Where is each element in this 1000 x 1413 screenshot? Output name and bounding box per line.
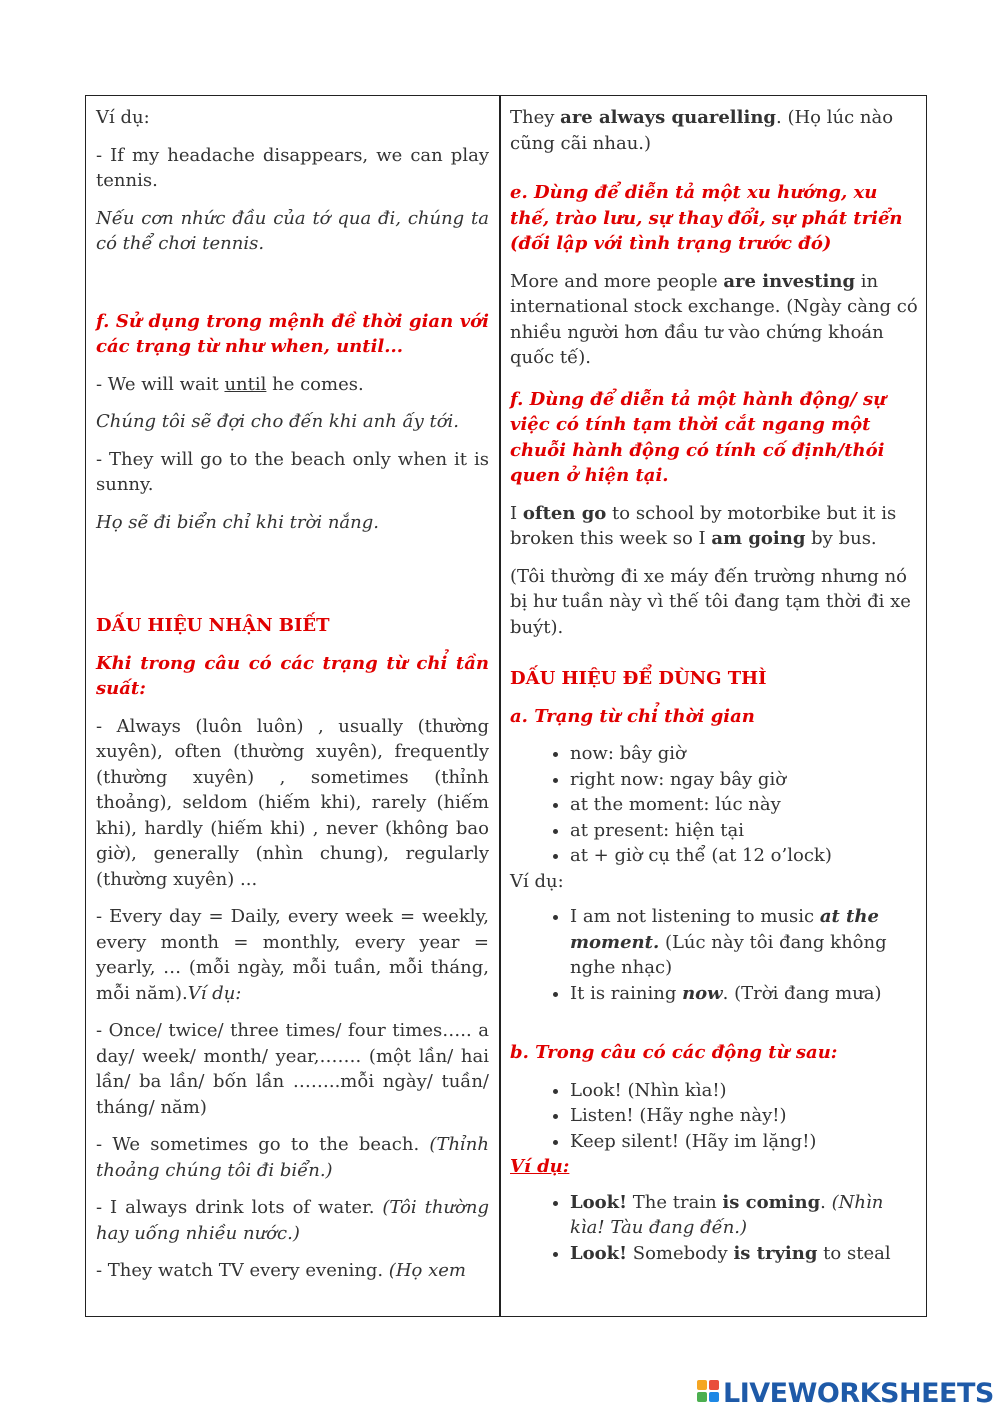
list-item: • Keep silent! (Hãy im lặng!) [570, 1129, 918, 1155]
list-item: • It is raining now. (Trời đang mưa) [570, 981, 918, 1007]
example-sentence: - We sometimes go to the beach. (Thỉnh thoảng chúng tôi đi biển.) [96, 1134, 489, 1181]
list-item: • at + giờ cụ thể (at 12 o’lock) [570, 843, 918, 869]
example-sentence: - They will go to the beach only when it is sunny. [96, 448, 489, 495]
example-sentence: - I always drink lots of water. (Tôi thường hay uống nhiều nước.) [96, 1197, 489, 1244]
verb-list [510, 1078, 918, 1155]
example-sentence: - If my headache disappears, we can play tennis. [96, 144, 489, 191]
example-list [510, 904, 918, 1006]
frequency-heading: Khi trong câu có các trạng từ chỉ tần suất: [96, 652, 489, 699]
section-f-heading: f. Sử dụng trong mệnh đề thời gian với các trạng từ như when, until... [96, 310, 489, 357]
list-item: • Listen! (Hãy nghe này!) [570, 1103, 918, 1129]
logo-text: LIVEWORKSHEETS [723, 1377, 994, 1409]
example-sentence: - We will wait until he comes. [96, 373, 364, 395]
left-column [86, 96, 499, 1316]
list-item: • Look! Somebody is trying to steal [570, 1241, 918, 1267]
section-f-heading: f. Dùng để diễn tả một hành động/ sự việc có tính tạm thời cắt ngang một chuỗi hành động có tính cố định/thói quen ở hiện tại. [510, 388, 887, 486]
every-expressions: - Every day = Daily, every week = weekly, every month = monthly, every year = yearly, … (mỗi ngày, mỗi tuần, mỗi tháng, mỗi năm).Ví dụ: [96, 906, 489, 1004]
logo-icon [697, 1380, 721, 1406]
list-item: • at the moment: lúc này [570, 792, 918, 818]
list-item: • right now: ngay bây giờ [570, 767, 918, 793]
list-item: • I am not listening to music at the moment. (Lúc này tôi đang không nghe nhạc) [570, 904, 918, 981]
example-translation: Nếu cơn nhức đầu của tớ qua đi, chúng ta có thể chơi tennis. [96, 207, 489, 254]
right-column [501, 96, 926, 1316]
example-label: Ví dụ: [96, 107, 150, 128]
list-item: • Look! (Nhìn kìa!) [570, 1078, 918, 1104]
frequency-adverbs: - Always (luôn luôn) , usually (thường xuyên), often (thường xuyên), frequently (thường xuyên) , sometimes (thỉnh thoảng), seldom (hiếm khi), rarely (hiếm khi), hardly (hiếm khi) , never (không bao giờ), generally (nhìn chung), regularly (thường xuyên) ... [96, 715, 489, 890]
example-label: Ví dụ: [510, 1156, 570, 1177]
example-list [510, 1190, 918, 1267]
example-translation: Chúng tôi sẽ đợi cho đến khi anh ấy tới. [96, 411, 460, 432]
example-label: Ví dụ: [510, 870, 564, 892]
time-adverb-list [510, 741, 918, 869]
list-item: • at present: hiện tại [570, 818, 918, 844]
signs-heading: DẤU HIỆU NHẬN BIẾT [96, 615, 330, 636]
example-translation: Họ sẽ đi biển chỉ khi trời nắng. [96, 511, 379, 533]
example-sentence: - They watch TV every evening. (Họ xem [96, 1260, 466, 1281]
signs-heading: DẤU HIỆU ĐỂ DÙNG THÌ [510, 668, 767, 689]
example-sentence: I often go to school by motorbike but it is broken this week so I am going by bus. [510, 502, 897, 549]
section-a-heading: a. Trạng từ chỉ thời gian [510, 705, 755, 727]
once-expressions: - Once/ twice/ three times/ four times….. a day/ week/ month/ year,……. (một lần/ hai lần/ ba lần/ bốn lần ……..mỗi ngày/ tuần/ tháng/ năm) [96, 1020, 489, 1118]
underlined-word: until [224, 373, 267, 395]
example-sentence: More and more people are investing in international stock exchange. (Ngày càng có nhiều người hơn đầu tư vào chứng khoán quốc tế). [510, 270, 918, 368]
liveworksheets-logo[interactable] [697, 1378, 994, 1408]
section-e-heading: e. Dùng để diễn tả một xu hướng, xu thế, trào lưu, sự thay đổi, sự phát triển (đối lập với tình trạng trước đó) [510, 182, 903, 254]
content-table [85, 95, 927, 1317]
example-translation: (Tôi thường đi xe máy đến trường nhưng nó bị hư tuần này vì thế tôi đang tạm thời đi xe buýt). [510, 565, 911, 638]
list-item: • Look! The train is coming. (Nhìn kìa! Tàu đang đến.) [570, 1190, 918, 1241]
list-item: • now: bây giờ [570, 741, 918, 767]
example-sentence: They are always quarelling. (Họ lúc nào cũng cãi nhau.) [510, 107, 894, 154]
section-b-heading: b. Trong câu có các động từ sau: [510, 1042, 838, 1063]
